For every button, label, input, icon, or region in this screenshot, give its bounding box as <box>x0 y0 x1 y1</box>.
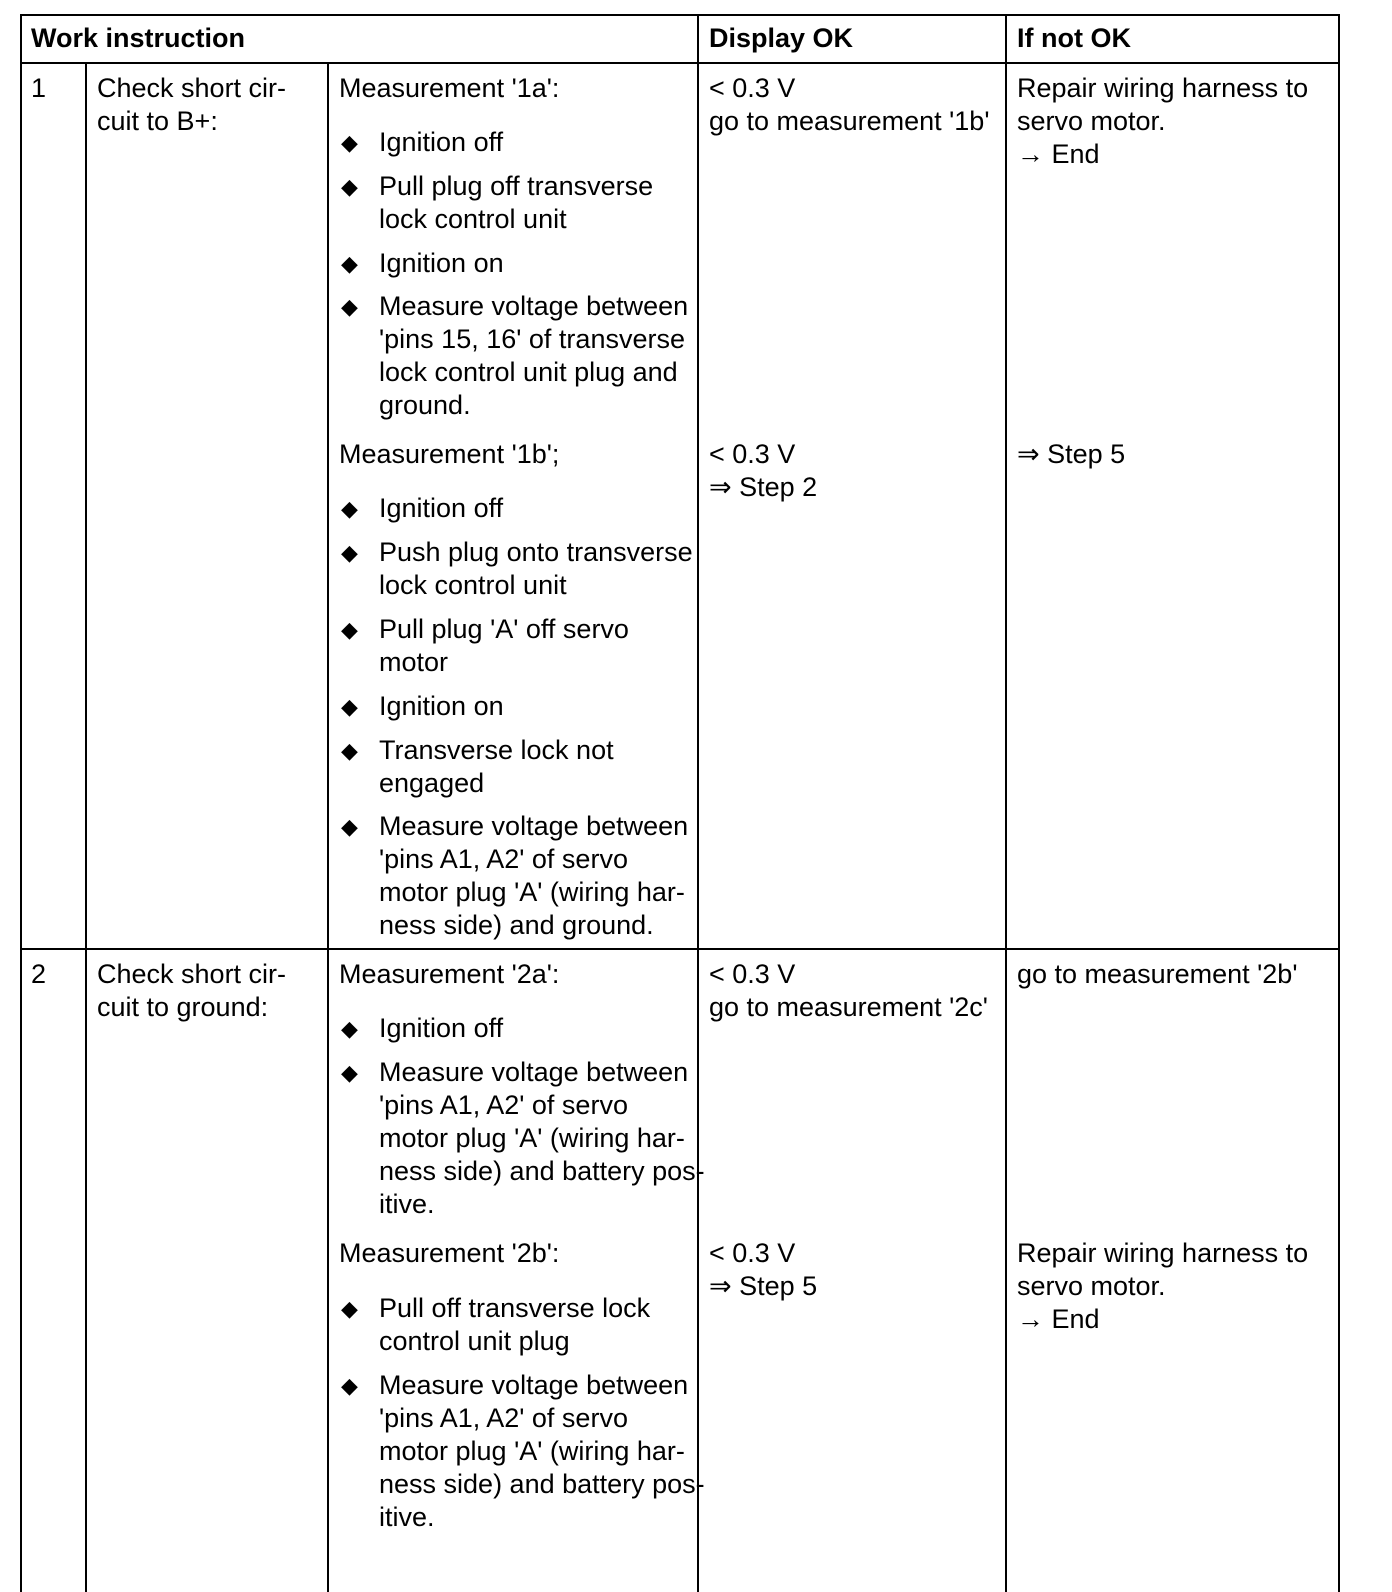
bullet-text: Ignition off <box>379 127 504 157</box>
bullet-text: lock control unit plug and <box>379 357 678 387</box>
bullet-text: motor plug 'A' (wiring har- <box>379 1436 685 1466</box>
diamond-bullet-icon: ◆ <box>341 1016 358 1041</box>
bullet-text: motor plug 'A' (wiring har- <box>379 1123 685 1153</box>
measurement-title: Measurement '1a': <box>339 73 560 103</box>
bullet-text: ground. <box>379 390 471 420</box>
bullet-text: ness side) and ground. <box>379 910 654 940</box>
measurement-title: Measurement '2b': <box>339 1238 560 1268</box>
bullet-text: Measure voltage between <box>379 1370 689 1400</box>
diamond-bullet-icon: ◆ <box>341 617 358 642</box>
bullet-text: Pull plug 'A' off servo <box>379 614 629 644</box>
if-not-ok-value: Repair wiring harness to <box>1017 73 1309 103</box>
bullet-text: engaged <box>379 768 485 798</box>
bullet-text: Ignition on <box>379 691 504 721</box>
display-ok-value: ⇒ Step 5 <box>709 1271 818 1301</box>
row-divider <box>20 948 1340 950</box>
col-divider-display <box>697 14 699 1592</box>
bullet-text: Measure voltage between <box>379 1057 689 1087</box>
diamond-bullet-icon: ◆ <box>341 1296 358 1321</box>
step-description: cuit to ground: <box>97 992 269 1022</box>
bullet-text: Ignition off <box>379 1013 504 1043</box>
bullet-text: Ignition off <box>379 493 504 523</box>
if-not-ok-value: ⇒ Step 5 <box>1017 439 1126 469</box>
display-ok-value: go to measurement '1b' <box>709 106 990 136</box>
diamond-bullet-icon: ◆ <box>341 174 358 199</box>
bullet-text: ness side) and battery pos- <box>379 1156 705 1186</box>
bullet-text: 'pins A1, A2' of servo <box>379 844 628 874</box>
bullet-text: motor plug 'A' (wiring har- <box>379 877 685 907</box>
bullet-text: Measure voltage between <box>379 811 689 841</box>
bullet-text: lock control unit <box>379 570 567 600</box>
if-not-ok-value: → End <box>1017 139 1100 169</box>
display-ok-value: < 0.3 V <box>709 1238 796 1268</box>
bullet-text: Transverse lock not <box>379 735 614 765</box>
if-not-ok-value: → End <box>1017 1304 1100 1334</box>
header-if-not-ok: If not OK <box>1017 23 1131 53</box>
diamond-bullet-icon: ◆ <box>341 1060 358 1085</box>
header-display-ok: Display OK <box>709 23 854 53</box>
if-not-ok-value: servo motor. <box>1017 1271 1166 1301</box>
work-instruction-table <box>20 14 1372 1592</box>
table-border-right <box>1338 14 1340 1592</box>
bullet-text: Ignition on <box>379 248 504 278</box>
measurement-title: Measurement '2a': <box>339 959 560 989</box>
col-divider-step <box>85 62 87 1592</box>
bullet-text: itive. <box>379 1502 435 1532</box>
display-ok-value: < 0.3 V <box>709 959 796 989</box>
measurement-title: Measurement '1b'; <box>339 439 560 469</box>
diamond-bullet-icon: ◆ <box>341 496 358 521</box>
bullet-text: 'pins 15, 16' of transverse <box>379 324 685 354</box>
if-not-ok-value: go to measurement '2b' <box>1017 959 1298 989</box>
header-divider <box>20 62 1340 64</box>
bullet-text: Measure voltage between <box>379 291 689 321</box>
step-description: Check short cir- <box>97 73 287 103</box>
diamond-bullet-icon: ◆ <box>341 130 358 155</box>
step-description: Check short cir- <box>97 959 287 989</box>
display-ok-value: ⇒ Step 2 <box>709 472 818 502</box>
display-ok-value: < 0.3 V <box>709 73 796 103</box>
step-number: 2 <box>31 959 47 989</box>
table-border-left <box>20 14 22 1592</box>
diamond-bullet-icon: ◆ <box>341 814 358 839</box>
bullet-text: lock control unit <box>379 204 567 234</box>
diamond-bullet-icon: ◆ <box>341 294 358 319</box>
display-ok-value: < 0.3 V <box>709 439 796 469</box>
step-description: cuit to B+: <box>97 106 218 136</box>
display-ok-value: go to measurement '2c' <box>709 992 988 1022</box>
col-divider-desc <box>327 62 329 1592</box>
bullet-text: 'pins A1, A2' of servo <box>379 1403 628 1433</box>
diamond-bullet-icon: ◆ <box>341 1373 358 1398</box>
if-not-ok-value: Repair wiring harness to <box>1017 1238 1309 1268</box>
bullet-text: Pull off transverse lock <box>379 1293 651 1323</box>
if-not-ok-value: servo motor. <box>1017 106 1166 136</box>
bullet-text: motor <box>379 647 449 677</box>
bullet-text: itive. <box>379 1189 435 1219</box>
header-work-instruction: Work instruction <box>31 23 246 53</box>
step-number: 1 <box>31 73 47 103</box>
diamond-bullet-icon: ◆ <box>341 251 358 276</box>
col-divider-notok <box>1005 14 1007 1592</box>
diamond-bullet-icon: ◆ <box>341 540 358 565</box>
table-border-top <box>20 14 1340 16</box>
diamond-bullet-icon: ◆ <box>341 694 358 719</box>
diamond-bullet-icon: ◆ <box>341 738 358 763</box>
bullet-text: Push plug onto transverse <box>379 537 693 567</box>
bullet-text: 'pins A1, A2' of servo <box>379 1090 628 1120</box>
bullet-text: ness side) and battery pos- <box>379 1469 705 1499</box>
bullet-text: control unit plug <box>379 1326 570 1356</box>
bullet-text: Pull plug off transverse <box>379 171 654 201</box>
